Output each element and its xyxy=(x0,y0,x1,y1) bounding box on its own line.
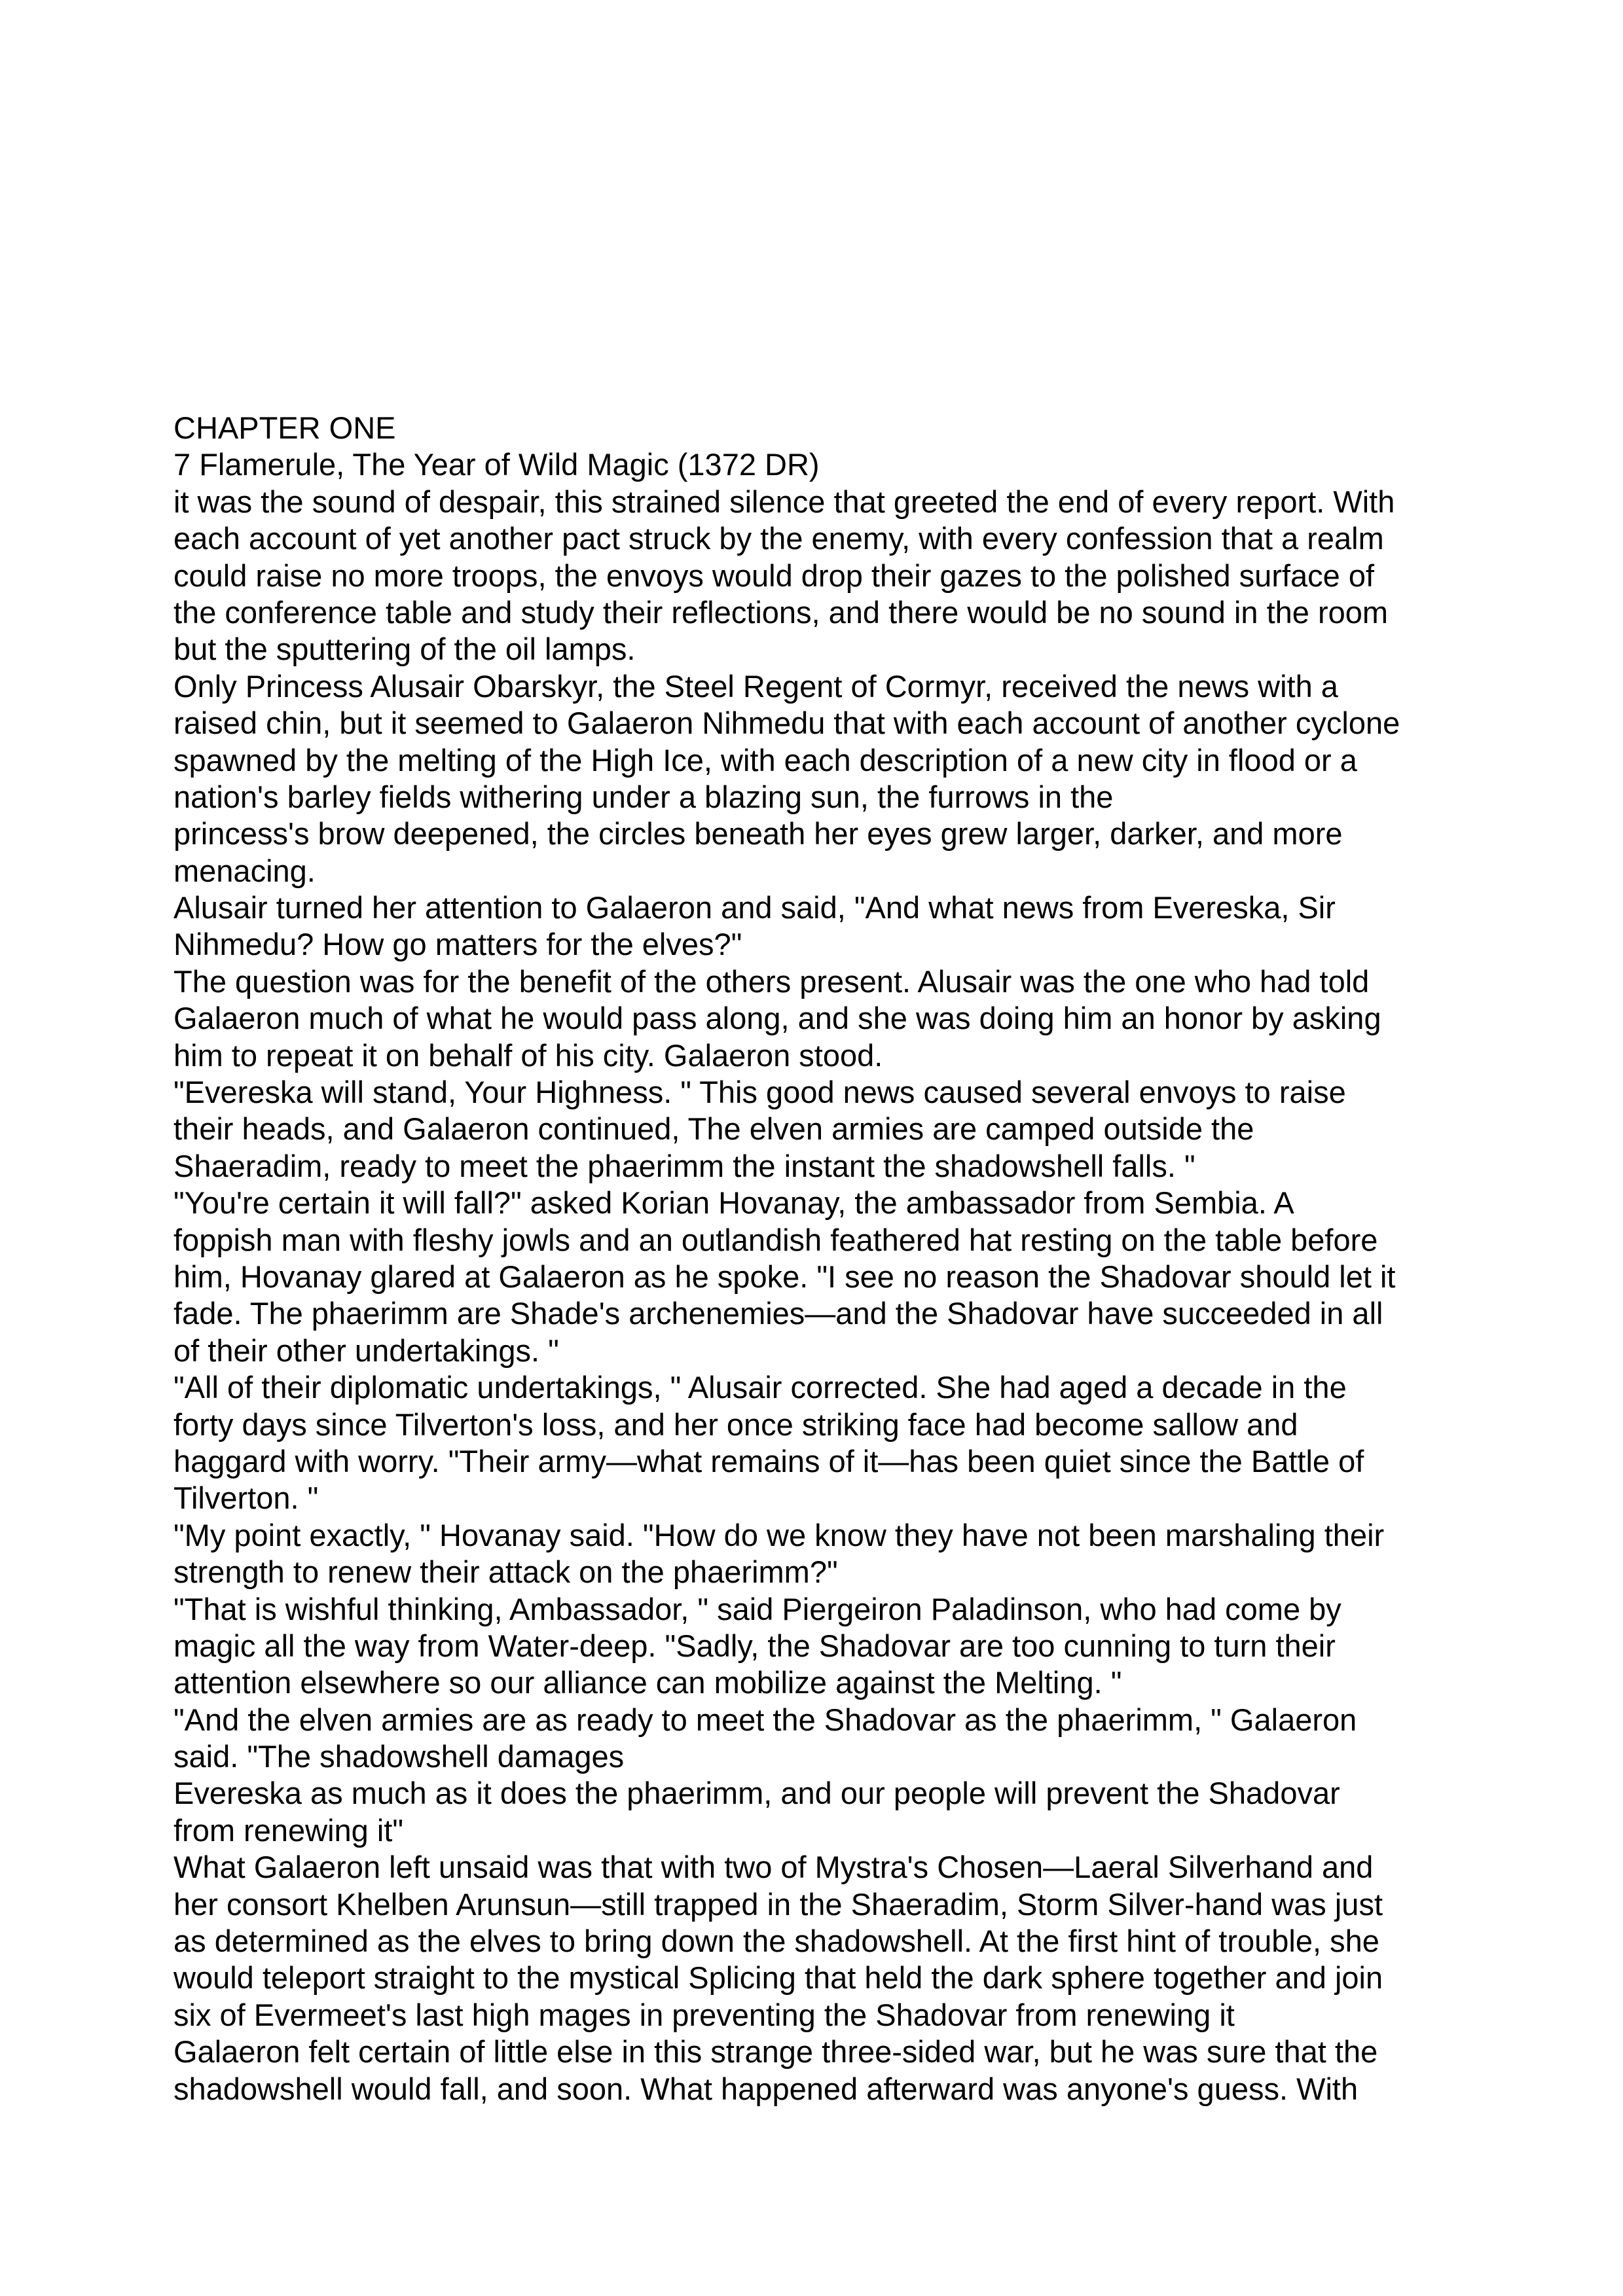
text-line: her consort Khelben Arunsun—still trapped in the Shaeradim, Storm Silver-hand was just xyxy=(173,1886,1383,1922)
text-line: him to repeat it on behalf of his city. Galaeron stood. xyxy=(173,1037,883,1073)
text-line: "All of their diplomatic undertakings, " Alusair corrected. She had aged a decade in the xyxy=(173,1370,1347,1405)
text-line: "My point exactly, " Hovanay said. "How do we know they have not been marshaling their xyxy=(173,1517,1385,1552)
text-line: Evereska as much as it does the phaerimm, and our people will prevent the Shadovar xyxy=(173,1776,1340,1811)
text-line: but the sputtering of the oil lamps. xyxy=(173,632,636,667)
document-body xyxy=(173,410,1483,2108)
text-line: as determined as the elves to bring down the shadowshell. At the first hint of trouble, she xyxy=(173,1924,1379,1959)
text-line: Only Princess Alusair Obarskyr, the Steel Regent of Cormyr, received the news with a xyxy=(173,668,1338,704)
text-line: "And the elven armies are as ready to meet the Shadovar as the phaerimm, " Galaeron xyxy=(173,1702,1357,1737)
text-line: Shaeradim, ready to meet the phaerimm the instant the shadowshell falls. " xyxy=(173,1148,1195,1183)
text-line: Galaeron much of what he would pass along, and she was doing him an honor by asking xyxy=(173,1001,1381,1036)
text-line: from renewing it" xyxy=(173,1812,404,1848)
text-line: What Galaeron left unsaid was that with two of Mystra's Chosen—Laeral Silverhand and xyxy=(173,1850,1374,1885)
text-line: shadowshell would fall, and soon. What happened afterward was anyone's guess. With xyxy=(173,2071,1359,2106)
text-line: of their other undertakings. " xyxy=(173,1333,559,1368)
text-line: "That is wishful thinking, Ambassador, " said Piergeiron Paladinson, who had come by xyxy=(173,1591,1341,1626)
text-line: The question was for the benefit of the others present. Alusair was the one who had told xyxy=(173,963,1370,999)
text-line: each account of yet another pact struck by the enemy, with every confession that a realm xyxy=(173,521,1384,556)
text-line: the conference table and study their reflections, and there would be no sound in the room xyxy=(173,594,1389,630)
text-line: forty days since Tilverton's loss, and her once striking face had become sallow and xyxy=(173,1407,1298,1442)
chapter-dateline: 7 Flamerule, The Year of Wild Magic (1372 DR) xyxy=(173,447,820,482)
text-line: their heads, and Galaeron continued, The elven armies are camped outside the xyxy=(173,1111,1254,1147)
chapter-heading: CHAPTER ONE xyxy=(173,410,396,445)
text-line: foppish man with fleshy jowls and an outlandish feathered hat resting on the table before xyxy=(173,1222,1378,1257)
text-line: said. "The shadowshell damages xyxy=(173,1739,625,1774)
text-line: would teleport straight to the mystical Splicing that held the dark sphere together and join xyxy=(173,1960,1383,1996)
text-line: him, Hovanay glared at Galaeron as he spoke. "I see no reason the Shadovar should let it xyxy=(173,1259,1396,1294)
text-line: six of Evermeet's last high mages in preventing the Shadovar from renewing it xyxy=(173,1997,1235,2032)
text-line: attention elsewhere so our alliance can mobilize against the Melting. " xyxy=(173,1665,1122,1700)
text-line: princess's brow deepened, the circles beneath her eyes grew larger, darker, and more xyxy=(173,816,1343,852)
text-line: fade. The phaerimm are Shade's archenemies—and the Shadovar have succeeded in all xyxy=(173,1296,1383,1331)
text-line: haggard with worry. "Their army—what remains of it—has been quiet since the Battle of xyxy=(173,1443,1364,1479)
text-line: Galaeron felt certain of little else in this strange three-sided war, but he was sure that the xyxy=(173,2034,1378,2070)
text-line: it was the sound of despair, this strained silence that greeted the end of every report. With xyxy=(173,484,1395,519)
text-line: "Evereska will stand, Your Highness. " This good news caused several envoys to raise xyxy=(173,1075,1346,1110)
text-line: nation's barley fields withering under a blazing sun, the furrows in the xyxy=(173,779,1114,814)
text-line: Tilverton. " xyxy=(173,1480,319,1516)
text-line: spawned by the melting of the High Ice, with each description of a new city in flood or a xyxy=(173,742,1357,778)
text-line: Alusair turned her attention to Galaeron and said, "And what news from Evereska, Sir xyxy=(173,890,1336,925)
text-line: menacing. xyxy=(173,853,316,888)
text-line: raised chin, but it seemed to Galaeron Nihmedu that with each account of another cyclone xyxy=(173,706,1400,741)
text-line: strength to renew their attack on the phaerimm?" xyxy=(173,1554,838,1590)
body-text xyxy=(173,484,1483,2108)
text-line: magic all the way from Water-deep. "Sadly, the Shadovar are too cunning to turn their xyxy=(173,1628,1336,1663)
text-line: "You're certain it will fall?" asked Korian Hovanay, the ambassador from Sembia. A xyxy=(173,1185,1294,1221)
text-line: Nihmedu? How go matters for the elves?" xyxy=(173,927,742,962)
text-line: could raise no more troops, the envoys would drop their gazes to the polished surface of xyxy=(173,558,1375,593)
